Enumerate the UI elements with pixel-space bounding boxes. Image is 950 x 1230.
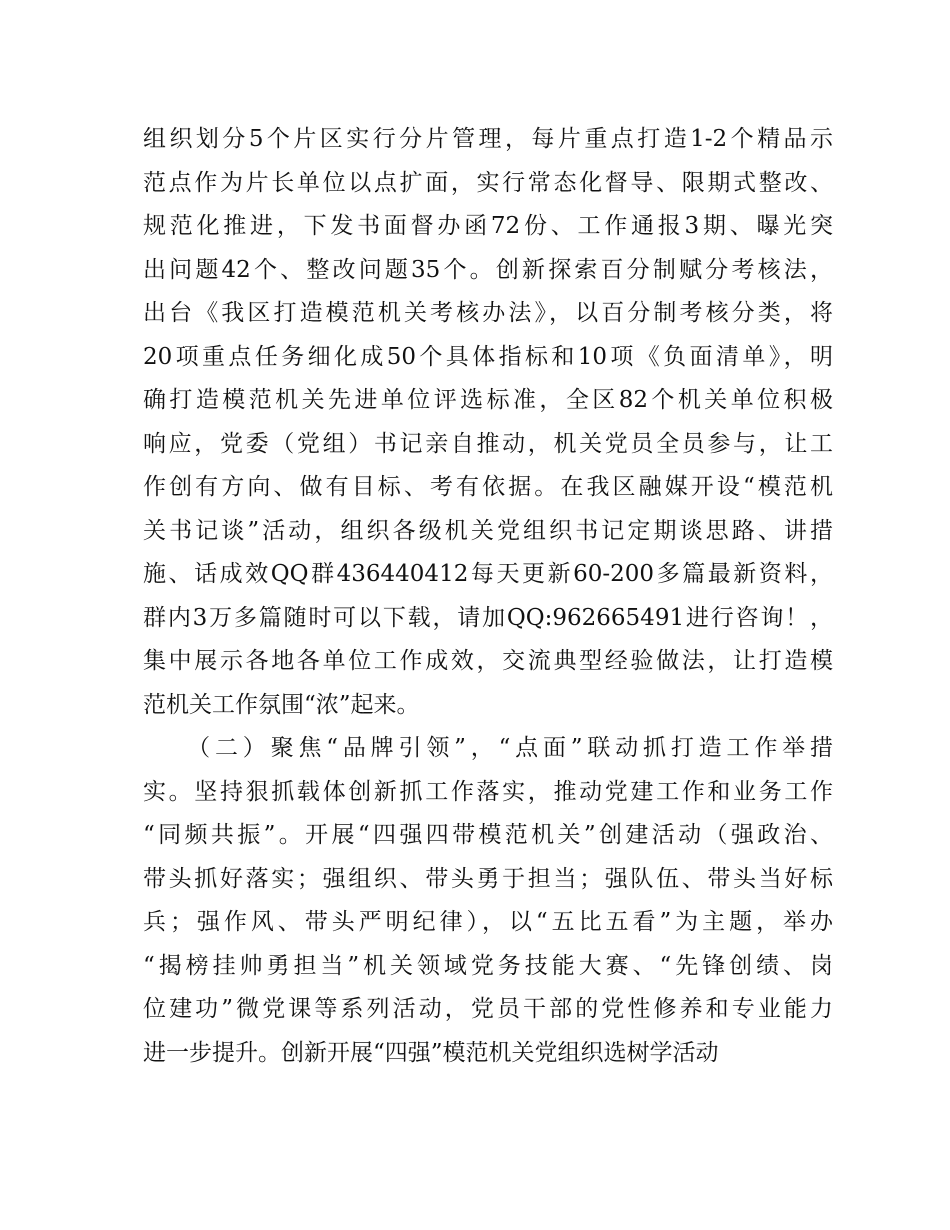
text-line: 组织划分5个片区实行分片管理，每片重点打造1-2个精品示 — [143, 126, 833, 152]
text-line: 带头抓好落实；强组织、带头勇于担当；强队伍、带头当好标 — [143, 865, 833, 892]
text-line: 范点作为片长单位以点扩面，实行常态化督导、限期式整改、 — [143, 169, 833, 196]
text-line: 出问题42个、整改问题35个。创新探索百分制赋分考核法， — [143, 256, 833, 283]
text-line: 出台《我区打造模范机关考核办法》，以百分制考核分类，将 — [143, 300, 833, 326]
text-line: 进一步提升。创新开展“四强”模范机关党组织选树学活动 — [143, 1039, 719, 1066]
text-line: 20项重点任务细化成50个具体指标和10项《负面清单》，明 — [143, 343, 833, 370]
text-line: 关书记谈”活动，组织各级机关党组织书记定期谈思路、讲措 — [143, 517, 833, 544]
text-line: 实。坚持狠抓载体创新抓工作落实，推动党建工作和业务工作 — [143, 778, 833, 805]
text-line: 规范化推进，下发书面督办函72份、工作通报3期、曝光突 — [143, 213, 833, 239]
text-line: 兵；强作风、带头严明纪律），以“五比五看”为主题，举办 — [143, 909, 833, 935]
text-line: 响应，党委（党组）书记亲自推动，机关党员全员参与，让工 — [143, 430, 833, 457]
text-line: “同频共振”。开展“四强四带模范机关”创建活动（强政治、 — [143, 822, 833, 848]
document-body — [143, 118, 833, 1075]
paragraph-1 — [143, 118, 833, 727]
paragraph-2 — [143, 727, 833, 1075]
text-line: （二）聚焦“品牌引领”，“点面”联动抓打造工作举措 — [143, 735, 833, 761]
text-line: “揭榜挂帅勇担当”机关领域党务技能大赛、“先锋创绩、岗 — [143, 952, 833, 979]
text-line: 位建功”微党课等系列活动，党员干部的党性修养和专业能力 — [143, 996, 833, 1022]
text-line: 范机关工作氛围“浓”起来。 — [143, 691, 420, 718]
text-line: 确打造模范机关先进单位评选标准，全区82个机关单位积极 — [143, 387, 833, 413]
text-line: 群内3万多篇随时可以下载，请加QQ:962665491进行咨询！， — [143, 604, 833, 631]
text-line: 作创有方向、做有目标、考有依据。在我区融媒开设“模范机 — [143, 474, 833, 500]
text-line: 施、话成效QQ群436440412每天更新60-200多篇最新资料， — [143, 561, 833, 587]
text-line: 集中展示各地各单位工作成效，交流典型经验做法，让打造模 — [143, 648, 833, 674]
